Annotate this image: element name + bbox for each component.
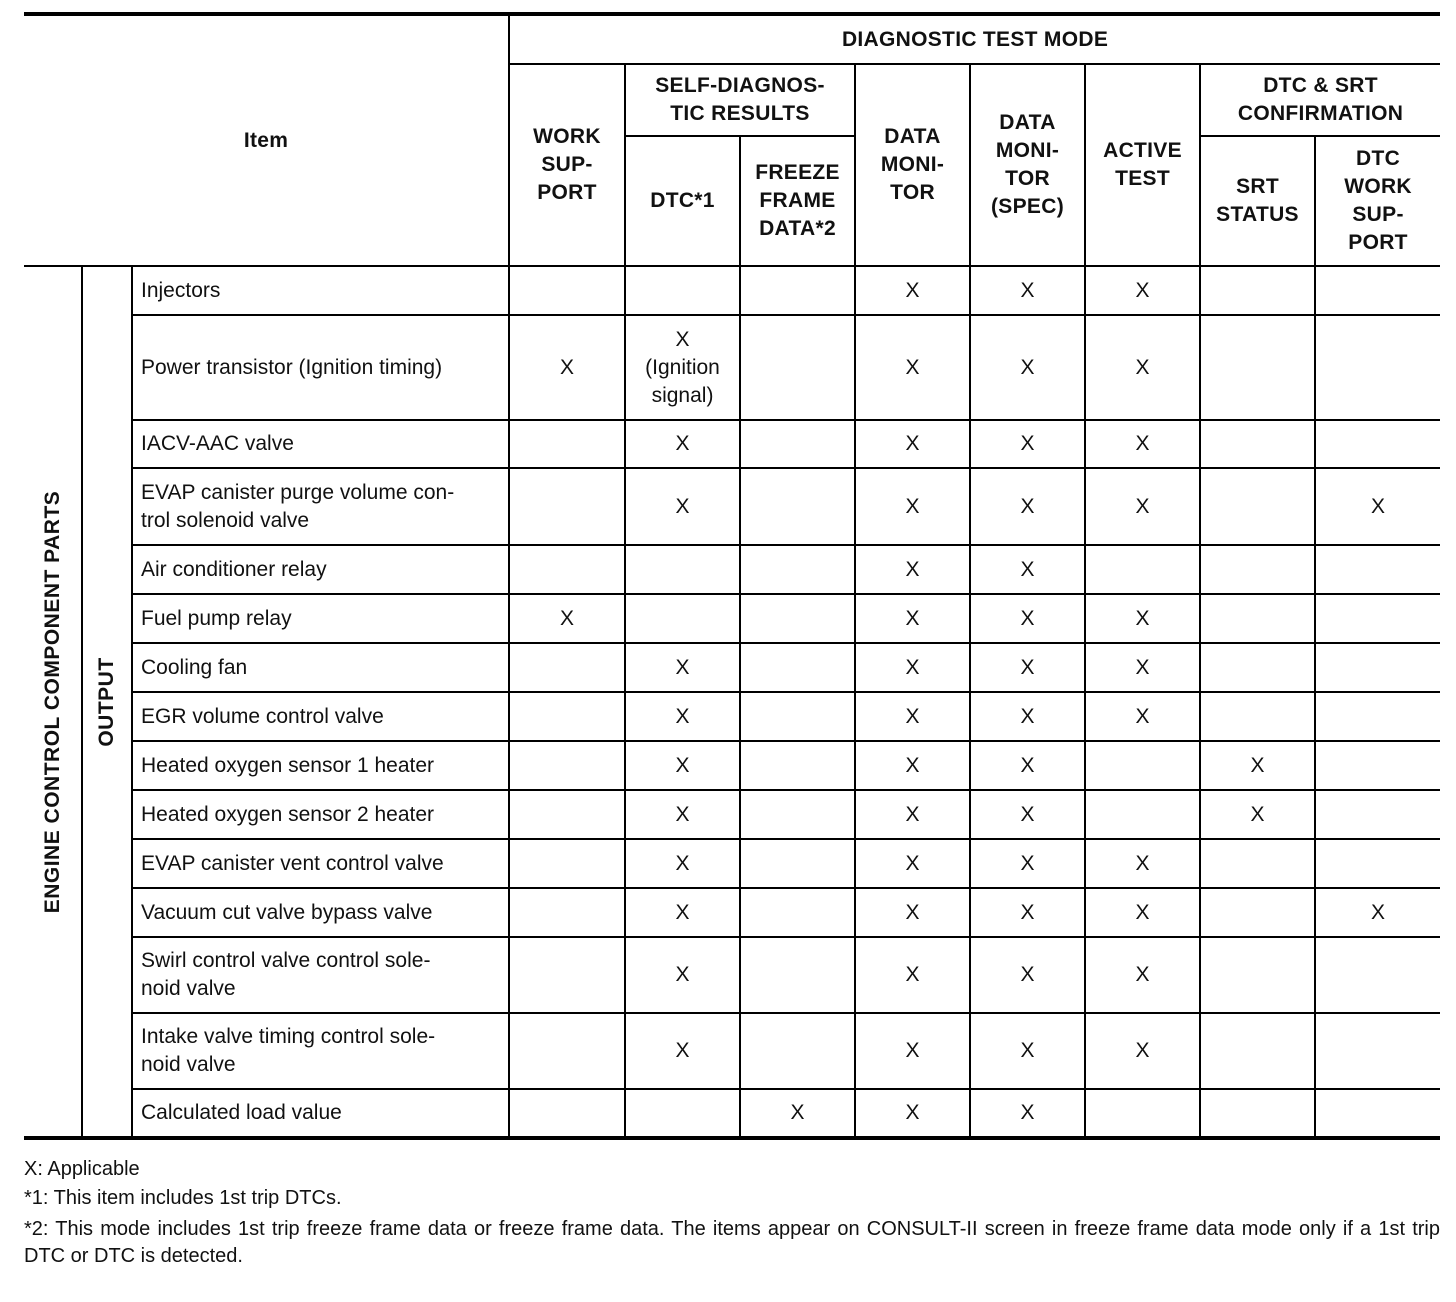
applicability-cell: [740, 643, 855, 692]
item-name-cell: Calculated load value: [132, 1089, 509, 1138]
applicability-cell: [1315, 643, 1440, 692]
table-row: [24, 545, 1440, 594]
applicability-cell: [740, 1013, 855, 1089]
applicability-cell: [1315, 741, 1440, 790]
applicability-cell: [1200, 266, 1315, 315]
table-row: [24, 1013, 1440, 1089]
item-name-cell: Power transistor (Ignition timing): [132, 315, 509, 420]
applicability-cell: [509, 937, 625, 1013]
applicability-cell: X: [625, 937, 740, 1013]
applicability-cell: [1085, 741, 1200, 790]
item-name-cell: Heated oxygen sensor 2 heater: [132, 790, 509, 839]
applicability-cell: [740, 839, 855, 888]
footnote-2: *2: This mode includes 1st trip freeze frame data or freeze frame data. The items appear on CONSULT-II screen in freeze frame data mode only if a 1st trip DTC or DTC is detected.: [24, 1218, 1440, 1267]
applicability-cell: [509, 839, 625, 888]
item-name-cell: Fuel pump relay: [132, 594, 509, 643]
applicability-cell: [1315, 790, 1440, 839]
applicability-cell: X: [855, 790, 970, 839]
item-name-cell: Vacuum cut valve bypass valve: [132, 888, 509, 937]
applicability-cell: X: [1085, 643, 1200, 692]
item-name-cell: Injectors: [132, 266, 509, 315]
dtc-work-support-header: DTC WORK SUP- PORT: [1315, 136, 1440, 266]
applicability-cell: X: [509, 315, 625, 420]
applicability-cell: X: [625, 643, 740, 692]
item-name-cell: EVAP canister vent control valve: [132, 839, 509, 888]
applicability-cell: [1315, 420, 1440, 468]
applicability-cell: X: [855, 1013, 970, 1089]
applicability-cell: [509, 1089, 625, 1138]
applicability-cell: [509, 741, 625, 790]
applicability-cell: X: [970, 545, 1085, 594]
applicability-cell: X: [970, 315, 1085, 420]
table-row: [24, 266, 1440, 315]
diagnostic-test-mode-header: DIAGNOSTIC TEST MODE: [509, 14, 1440, 64]
applicability-cell: X: [1085, 692, 1200, 741]
applicability-cell: X: [1085, 468, 1200, 545]
applicability-cell: X: [855, 545, 970, 594]
engine-control-component-parts-label: [24, 266, 82, 1138]
applicability-cell: X: [970, 266, 1085, 315]
item-name-cell: Intake valve timing control sole- noid valve: [132, 1013, 509, 1089]
dtc-srt-confirmation-header: DTC & SRT CONFIRMATION: [1200, 64, 1440, 136]
table-row: [24, 839, 1440, 888]
applicability-cell: X (Ignition signal): [625, 315, 740, 420]
table-row: [24, 643, 1440, 692]
applicability-cell: X: [855, 594, 970, 643]
active-test-header: ACTIVE TEST: [1085, 64, 1200, 266]
applicability-cell: [509, 1013, 625, 1089]
applicability-cell: X: [625, 741, 740, 790]
item-name-cell: Heated oxygen sensor 1 heater: [132, 741, 509, 790]
applicability-cell: X: [625, 790, 740, 839]
applicability-cell: X: [625, 888, 740, 937]
applicability-cell: [1315, 839, 1440, 888]
applicability-cell: X: [970, 790, 1085, 839]
applicability-cell: X: [855, 937, 970, 1013]
applicability-cell: X: [1085, 937, 1200, 1013]
applicability-cell: X: [855, 839, 970, 888]
output-label: [82, 266, 132, 1138]
applicability-cell: X: [855, 468, 970, 545]
applicability-cell: [740, 692, 855, 741]
applicability-cell: X: [625, 468, 740, 545]
applicability-cell: X: [1315, 888, 1440, 937]
applicability-cell: [1315, 594, 1440, 643]
applicability-cell: [1315, 937, 1440, 1013]
applicability-cell: [1200, 888, 1315, 937]
table-row: [24, 937, 1440, 1013]
applicability-cell: [509, 420, 625, 468]
applicability-cell: X: [970, 594, 1085, 643]
applicability-cell: [1200, 594, 1315, 643]
table-row: [24, 692, 1440, 741]
applicability-cell: [1200, 937, 1315, 1013]
applicability-cell: X: [740, 1089, 855, 1138]
applicability-cell: [509, 790, 625, 839]
applicability-cell: [740, 594, 855, 643]
applicability-cell: [1315, 545, 1440, 594]
applicability-cell: [1200, 1013, 1315, 1089]
applicability-cell: [740, 545, 855, 594]
applicability-cell: X: [1315, 468, 1440, 545]
applicability-cell: X: [1085, 266, 1200, 315]
item-name-cell: IACV-AAC valve: [132, 420, 509, 468]
applicability-cell: X: [855, 888, 970, 937]
applicability-cell: [625, 1089, 740, 1138]
item-name-cell: Cooling fan: [132, 643, 509, 692]
footnotes: [24, 1155, 1440, 1270]
freeze-frame-data-header: FREEZE FRAME DATA*2: [740, 136, 855, 266]
applicability-cell: [1200, 468, 1315, 545]
applicability-cell: [1085, 790, 1200, 839]
applicability-cell: [1315, 1013, 1440, 1089]
work-support-header: WORK SUP- PORT: [509, 64, 625, 266]
applicability-cell: [1200, 1089, 1315, 1138]
footnote-applicable: X: Applicable: [24, 1158, 140, 1180]
applicability-cell: [740, 266, 855, 315]
applicability-cell: [740, 790, 855, 839]
applicability-cell: X: [1200, 790, 1315, 839]
applicability-cell: [1085, 1089, 1200, 1138]
applicability-cell: X: [509, 594, 625, 643]
applicability-cell: [740, 420, 855, 468]
item-name-cell: EGR volume control valve: [132, 692, 509, 741]
table-row: [24, 888, 1440, 937]
applicability-cell: [740, 937, 855, 1013]
table-row: [24, 741, 1440, 790]
applicability-cell: X: [855, 420, 970, 468]
item-name-cell: EVAP canister purge volume con- trol solenoid valve: [132, 468, 509, 545]
table-row: [24, 1089, 1440, 1138]
applicability-cell: X: [1085, 420, 1200, 468]
applicability-cell: X: [855, 266, 970, 315]
footnote-1: *1: This item includes 1st trip DTCs.: [24, 1187, 342, 1209]
applicability-cell: X: [625, 692, 740, 741]
data-monitor-header: DATA MONI- TOR: [855, 64, 970, 266]
applicability-cell: X: [1085, 594, 1200, 643]
applicability-cell: X: [1085, 839, 1200, 888]
applicability-cell: X: [970, 1013, 1085, 1089]
applicability-cell: [740, 741, 855, 790]
applicability-cell: [509, 266, 625, 315]
applicability-cell: [509, 692, 625, 741]
item-name-cell: Air conditioner relay: [132, 545, 509, 594]
applicability-cell: [1315, 266, 1440, 315]
applicability-cell: X: [855, 692, 970, 741]
applicability-cell: [1200, 643, 1315, 692]
applicability-cell: [625, 545, 740, 594]
applicability-cell: [1200, 315, 1315, 420]
applicability-cell: X: [970, 468, 1085, 545]
applicability-cell: [740, 468, 855, 545]
applicability-cell: X: [1200, 741, 1315, 790]
table-body: [24, 266, 1440, 1138]
applicability-cell: X: [625, 420, 740, 468]
applicability-cell: [509, 468, 625, 545]
applicability-cell: X: [970, 692, 1085, 741]
applicability-cell: [1315, 692, 1440, 741]
item-column-header: Item: [24, 14, 509, 266]
applicability-cell: X: [1085, 1013, 1200, 1089]
applicability-cell: X: [970, 420, 1085, 468]
applicability-cell: X: [625, 839, 740, 888]
group-label-text: ENGINE CONTROL COMPONENT PARTS: [40, 490, 64, 913]
applicability-cell: X: [855, 315, 970, 420]
srt-status-header: SRT STATUS: [1200, 136, 1315, 266]
applicability-cell: [1200, 839, 1315, 888]
applicability-cell: [1315, 1089, 1440, 1138]
applicability-cell: X: [970, 937, 1085, 1013]
applicability-cell: X: [1085, 315, 1200, 420]
dtc-header: DTC*1: [625, 136, 740, 266]
applicability-cell: X: [855, 643, 970, 692]
applicability-cell: [1200, 420, 1315, 468]
applicability-cell: X: [970, 643, 1085, 692]
applicability-cell: X: [855, 1089, 970, 1138]
data-monitor-spec-header: DATA MONI- TOR (SPEC): [970, 64, 1085, 266]
applicability-cell: [1315, 315, 1440, 420]
applicability-cell: [509, 643, 625, 692]
applicability-cell: [1200, 545, 1315, 594]
applicability-cell: [625, 266, 740, 315]
table-row: [24, 420, 1440, 468]
applicability-cell: [1200, 692, 1315, 741]
applicability-cell: X: [970, 839, 1085, 888]
table-row: [24, 315, 1440, 420]
applicability-cell: [1085, 545, 1200, 594]
applicability-cell: X: [970, 1089, 1085, 1138]
table-row: [24, 468, 1440, 545]
output-label-text: OUTPUT: [95, 656, 118, 747]
table-row: [24, 594, 1440, 643]
applicability-cell: X: [970, 888, 1085, 937]
applicability-cell: X: [855, 741, 970, 790]
applicability-cell: [625, 594, 740, 643]
applicability-cell: [509, 888, 625, 937]
applicability-cell: [509, 545, 625, 594]
item-name-cell: Swirl control valve control sole- noid valve: [132, 937, 509, 1013]
table-row: [24, 790, 1440, 839]
applicability-cell: X: [625, 1013, 740, 1089]
applicability-cell: [740, 315, 855, 420]
applicability-cell: X: [970, 741, 1085, 790]
diagnostic-test-mode-table: [24, 12, 1440, 1140]
self-diagnostic-results-header: SELF-DIAGNOS- TIC RESULTS: [625, 64, 855, 136]
applicability-cell: X: [1085, 888, 1200, 937]
applicability-cell: [740, 888, 855, 937]
